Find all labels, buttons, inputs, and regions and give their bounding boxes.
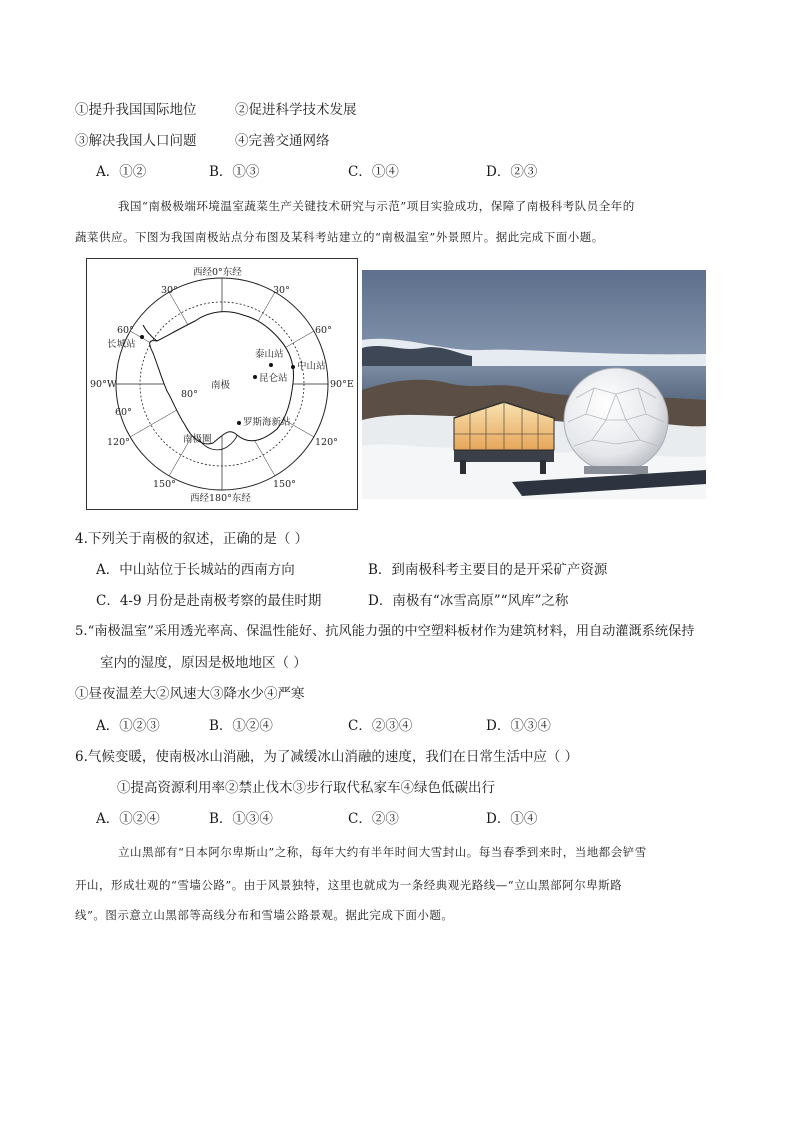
lon-30-east: 30° <box>273 285 290 296</box>
passage2-line2: 开山，形成壮观的“雪墙公路”。由于风景独特，这里也就成为一条经典观光路线—“立山黑部阿尔卑斯路 <box>75 878 623 892</box>
lon-120-east: 120° <box>315 437 338 448</box>
q5-option-a[interactable]: A．①②③ <box>96 718 160 734</box>
kunlun-station-label: 昆仑站 <box>259 373 288 384</box>
ross-station-dot <box>237 421 241 425</box>
q3-statement-2: ②促进科学技术发展 <box>235 102 357 118</box>
q6-items: ①提高资源利用率②禁止伐木③步行取代私家车④绿色低碳出行 <box>117 780 495 796</box>
q5-option-b[interactable]: B．①②④ <box>209 718 273 734</box>
lon-60-west-lower: 60° <box>115 407 132 418</box>
radome-base <box>584 466 648 474</box>
q6-stem: 6.气候变暖，使南极冰山消融，为了减缓冰山消融的速度，我们在日常生活中应（ ） <box>75 749 579 765</box>
q3-option-b[interactable]: B．①③ <box>209 164 260 180</box>
west-label: 90°W <box>90 379 117 390</box>
antarctic-circle-label: 南极圈 <box>183 434 212 445</box>
q4-option-b[interactable]: B．到南极科考主要目的是开采矿产资源 <box>368 562 608 578</box>
top-meridian-label: 西经0°东经 <box>193 267 242 278</box>
changcheng-station-dot <box>140 335 144 339</box>
lon-120-west: 120° <box>107 437 130 448</box>
taishan-station-dot <box>269 363 273 367</box>
antarctica-station-map <box>86 258 358 510</box>
passage2-line3: 线”。图示意立山黑部等高线分布和雪墙公路景观。据此完成下面小题。 <box>75 908 454 922</box>
lon-150-east: 150° <box>273 479 296 490</box>
east-label: 90°E <box>330 379 354 390</box>
q6-option-d[interactable]: D．①④ <box>486 811 538 827</box>
q6-option-a[interactable]: A．①②④ <box>96 811 160 827</box>
q3-statement-1: ①提升我国国际地位 <box>75 102 197 118</box>
q4-option-d[interactable]: D．南极有“冰雪高原”“风库”之称 <box>368 593 569 609</box>
q3-statement-4: ④完善交通网络 <box>235 133 330 149</box>
q5-stem-line2: 室内的湿度，原因是极地地区（ ） <box>100 655 307 671</box>
south-pole-label: 南极 <box>211 380 231 391</box>
q6-option-c[interactable]: C．②③ <box>348 811 399 827</box>
q5-option-c[interactable]: C．②③④ <box>348 718 413 734</box>
lon-150-west: 150° <box>153 479 176 490</box>
passage2-line1: 立山黑部有“日本阿尔卑斯山”之称，每年大约有半年时间大雪封山。每当春季到来时，当地都会铲雪 <box>118 845 647 859</box>
bottom-meridian-label: 西经180°东经 <box>190 493 251 504</box>
lon-60-west: 60° <box>117 325 134 336</box>
q3-statement-3: ③解决我国人口问题 <box>75 133 197 149</box>
q5-option-d[interactable]: D．①③④ <box>486 718 551 734</box>
greenhouse-leg-2 <box>540 460 546 474</box>
antarctic-greenhouse-photo <box>362 270 706 499</box>
q3-option-a[interactable]: A．①② <box>96 164 147 180</box>
q6-option-b[interactable]: B．①③④ <box>209 811 273 827</box>
lat-80-label: 80° <box>181 389 198 400</box>
q3-option-d[interactable]: D．②③ <box>486 164 538 180</box>
map-svg <box>87 259 357 509</box>
lon-60-east: 60° <box>315 325 332 336</box>
greenhouse-leg-1 <box>460 460 466 474</box>
q4-stem: 4.下列关于南极的叙述，正确的是（ ） <box>75 531 309 547</box>
q5-stem-line1: 5.“南极温室”采用透光率高、保温性能好、抗风能力强的中空塑料板材作为建筑材料，用自动灌溉系统保持 <box>75 624 695 639</box>
peninsula-outline <box>143 325 157 341</box>
zhongshan-station-label: 中山站 <box>297 361 326 372</box>
q5-items: ①昼夜温差大②风速大③降水少④严寒 <box>75 686 305 702</box>
photo-svg <box>362 270 706 499</box>
q4-option-c[interactable]: C．4-9 月份是赴南极考察的最佳时期 <box>96 593 322 609</box>
passage1-line1: 我国“南极极端环境温室蔬菜生产关键技术研究与示范”项目实验成功，保障了南极科考队员全年的 <box>118 199 635 213</box>
q4-option-a[interactable]: A．中山站位于长城站的西南方向 <box>96 562 295 578</box>
q3-option-c[interactable]: C．①④ <box>348 164 399 180</box>
passage1-line2: 蔬菜供应。下图为我国南极站点分布图及某科考站建立的“南极温室”外景照片。据此完成下面小题。 <box>75 230 604 244</box>
kunlun-station-dot <box>253 375 257 379</box>
ross-station-label: 罗斯海新站 <box>243 417 291 428</box>
changcheng-station-label: 长城站 <box>107 339 136 350</box>
taishan-station-label: 泰山站 <box>255 349 284 360</box>
lon-30-west: 30° <box>161 285 178 296</box>
zhongshan-station-dot <box>291 365 295 369</box>
